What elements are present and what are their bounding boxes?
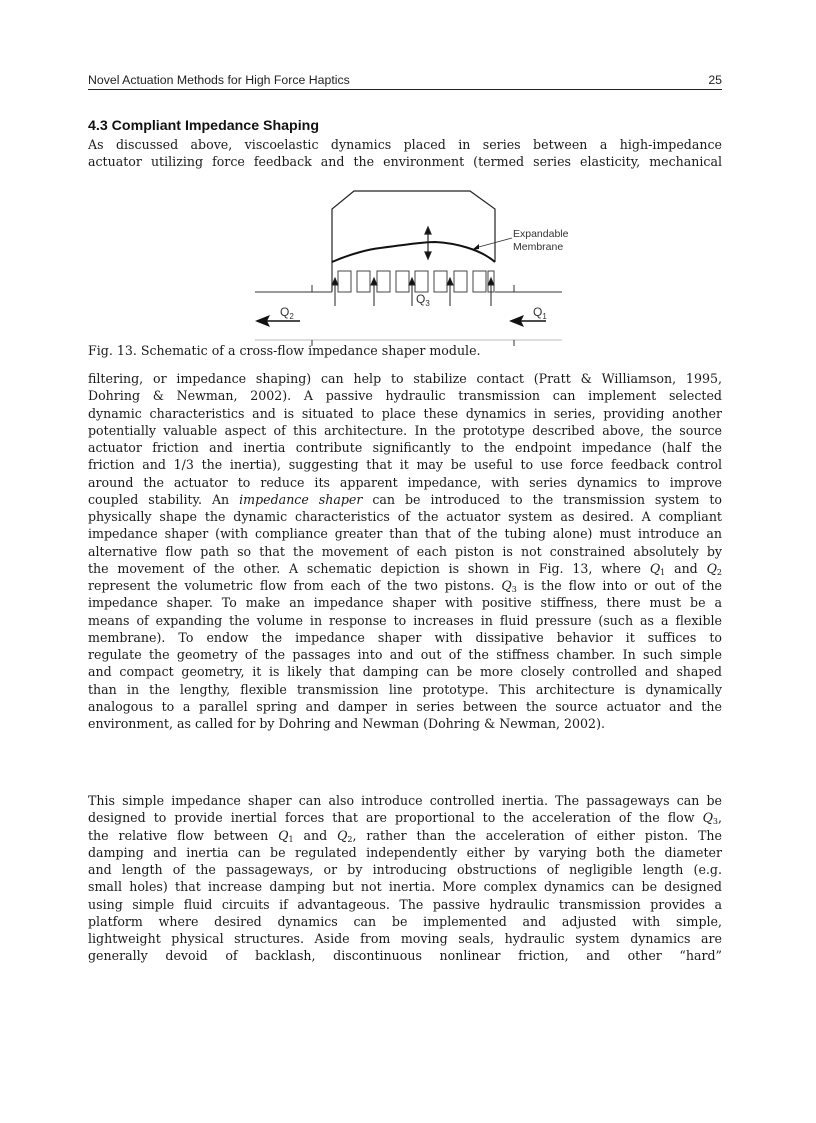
text-line: lightweight physical structures. Aside from moving seals, hydraulic system dynamics are <box>88 931 722 946</box>
text-line: regulate the geometry of the passages into and out of the stiffness chamber. In such simple <box>88 647 722 662</box>
text-line: impedance shaper (with compliance greater than that of the tubing alone) must introduce an <box>88 526 722 542</box>
paragraph-body-1 <box>88 370 722 732</box>
label-expandable: Expandable <box>513 228 569 240</box>
text-line: actuator utilizing force feedback and the environment (termed series elasticity, mechanical <box>88 154 722 170</box>
label-q3: $Q_3$ <box>416 292 430 308</box>
text-line: the movement of the other. A schematic depiction is shown in Fig. 13, where $Q_1$ and $Q_2$ <box>88 560 722 577</box>
flow-arrows-up <box>332 278 494 306</box>
text-line: analogous to a parallel spring and damper in series between the source actuator and the <box>88 698 722 714</box>
text-line: small holes) that increase damping but not inertia. More complex dynamics can be designed <box>88 879 722 895</box>
text-line: friction and 1/3 the inertia), suggesting that it may be useful to use force feedback control <box>88 457 722 473</box>
section-heading: 4.3 Compliant Impedance Shaping <box>88 118 319 134</box>
label-membrane: Membrane <box>513 241 564 253</box>
text-line: This simple impedance shaper can also introduce controlled inertia. The passageways can be <box>88 793 722 808</box>
text-line: represent the volumetric flow from each of the two pistons. $Q_3$ is the flow into or out of the <box>88 578 722 594</box>
text-line: generally devoid of backlash, discontinuous nonlinear friction, and other “hard” <box>88 948 722 964</box>
membrane <box>332 242 495 262</box>
impedance-shaper-schematic <box>250 186 570 348</box>
text-line: dynamic characteristics and is situated to place these dynamics in series, providing another <box>88 405 722 421</box>
text-line: environment, as called for by Dohring and Newman (Dohring & Newman, 2002). <box>88 716 605 731</box>
text-line: designed to provide inertial forces that are proportional to the acceleration of the flow $Q_3$, <box>88 810 722 827</box>
text-line: coupled stability. An impedance shaper can be introduced to the transmission system to <box>88 491 722 507</box>
text-line: damping and inertia can be regulated independently either by varying both the diameter <box>88 844 722 860</box>
paragraph-intro <box>88 136 722 171</box>
running-header <box>88 72 722 90</box>
text-line: filtering, or impedance shaping) can help to stabilize contact (Pratt & Williamson, 1995, <box>88 371 722 386</box>
label-q1: $Q_1$ <box>533 305 547 321</box>
text-line: actuator friction and inertia contribute significantly to the endpoint impedance (half the <box>88 440 722 455</box>
text-line: around the actuator to reduce its apparent impedance, with series dynamics to improve <box>88 474 722 490</box>
text-line: using simple fluid circuits if advantageous. The passive hydraulic transmission provides a <box>88 896 722 912</box>
page-number: 25 <box>708 73 722 87</box>
label-q2: $Q_2$ <box>280 305 294 321</box>
figure-caption: Fig. 13. Schematic of a cross-flow impedance shaper module. <box>88 343 481 358</box>
text-line: than in the lengthy, flexible transmission line prototype. This architecture is dynamically <box>88 681 722 697</box>
chamber-outline <box>332 191 495 291</box>
figure-13 <box>250 186 570 348</box>
text-line: and length of the passageways, or by introducing obstructions of negligible length (e.g. <box>88 862 722 877</box>
text-line: impedance shaper. To make an impedance shaper with positive stiffness, there must be a <box>88 595 722 611</box>
text-line: platform where desired dynamics can be implemented and adjusted with simple, <box>88 913 722 929</box>
text-line: membrane). To endow the impedance shaper with dissipative behavior it suffices to <box>88 629 722 645</box>
text-line: means of expanding the volume in response to increases in fluid pressure (such as a flexible <box>88 612 722 628</box>
text-line: and compact geometry, it is likely that damping can be more closely controlled and shaped <box>88 664 722 680</box>
text-line: alternative flow path so that the movement of each piston is not constrained absolutely by <box>88 543 722 559</box>
passage-blocks <box>338 271 494 292</box>
text-line: the relative flow between $Q_1$ and $Q_2$, rather than the acceleration of either piston. The <box>88 827 722 844</box>
text-line: Dohring & Newman, 2002). A passive hydraulic transmission can implement selected <box>88 388 722 404</box>
paragraph-body-2 <box>88 792 722 965</box>
text-line: physically shape the dynamic characteristics of the actuator system as desired. A compliant <box>88 509 722 524</box>
text-line: potentially valuable aspect of this architecture. In the prototype described above, the source <box>88 422 722 438</box>
text-line: As discussed above, viscoelastic dynamics placed in series between a high-impedance <box>88 137 722 152</box>
term-impedance-shaper: impedance shaper <box>239 491 363 507</box>
running-title: Novel Actuation Methods for High Force Haptics <box>88 73 350 87</box>
